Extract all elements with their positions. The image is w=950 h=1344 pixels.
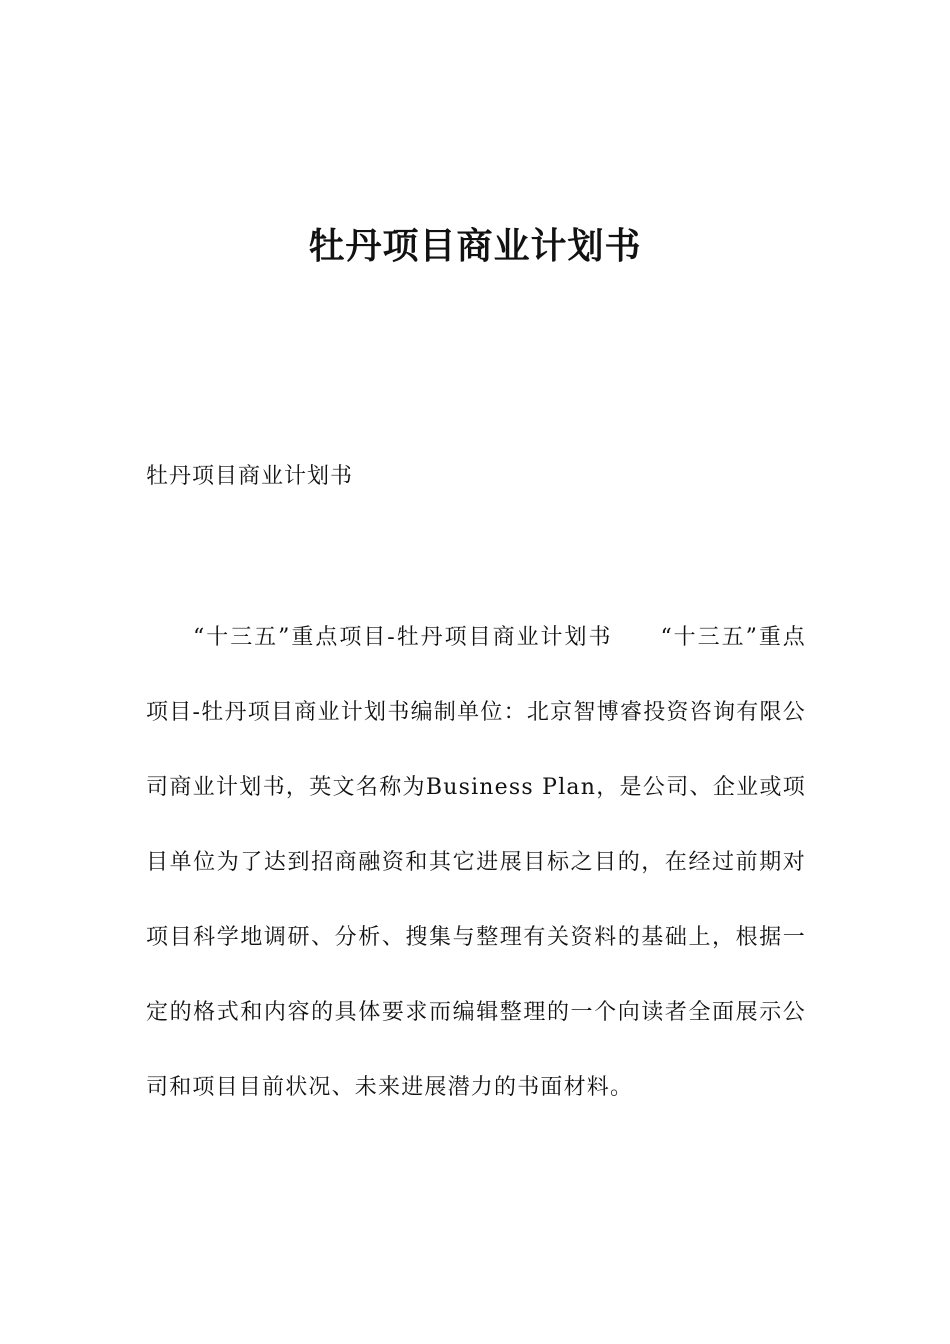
body-paragraph: “十三五”重点项目-牡丹项目商业计划书 “十三五”重点项目-牡丹项目商业计划书编制单位：北京智博睿投资咨询有限公司商业计划书，英文名称为Business Plan，是公司、企业或项目单位为了达到招商融资和其它进展目标之目的，在经过前期对项目科学地调研、分析、搜集与整理有关资料的基础上，根据一定的格式和内容的具体要求而编辑整理的一个向读者全面展示公司和项目目前状况、未来进展潜力的书面材料。 <box>146 625 806 1100</box>
document-title: 牡丹项目商业计划书 <box>308 226 642 267</box>
document-subtitle: 牡丹项目商业计划书 <box>146 464 354 489</box>
